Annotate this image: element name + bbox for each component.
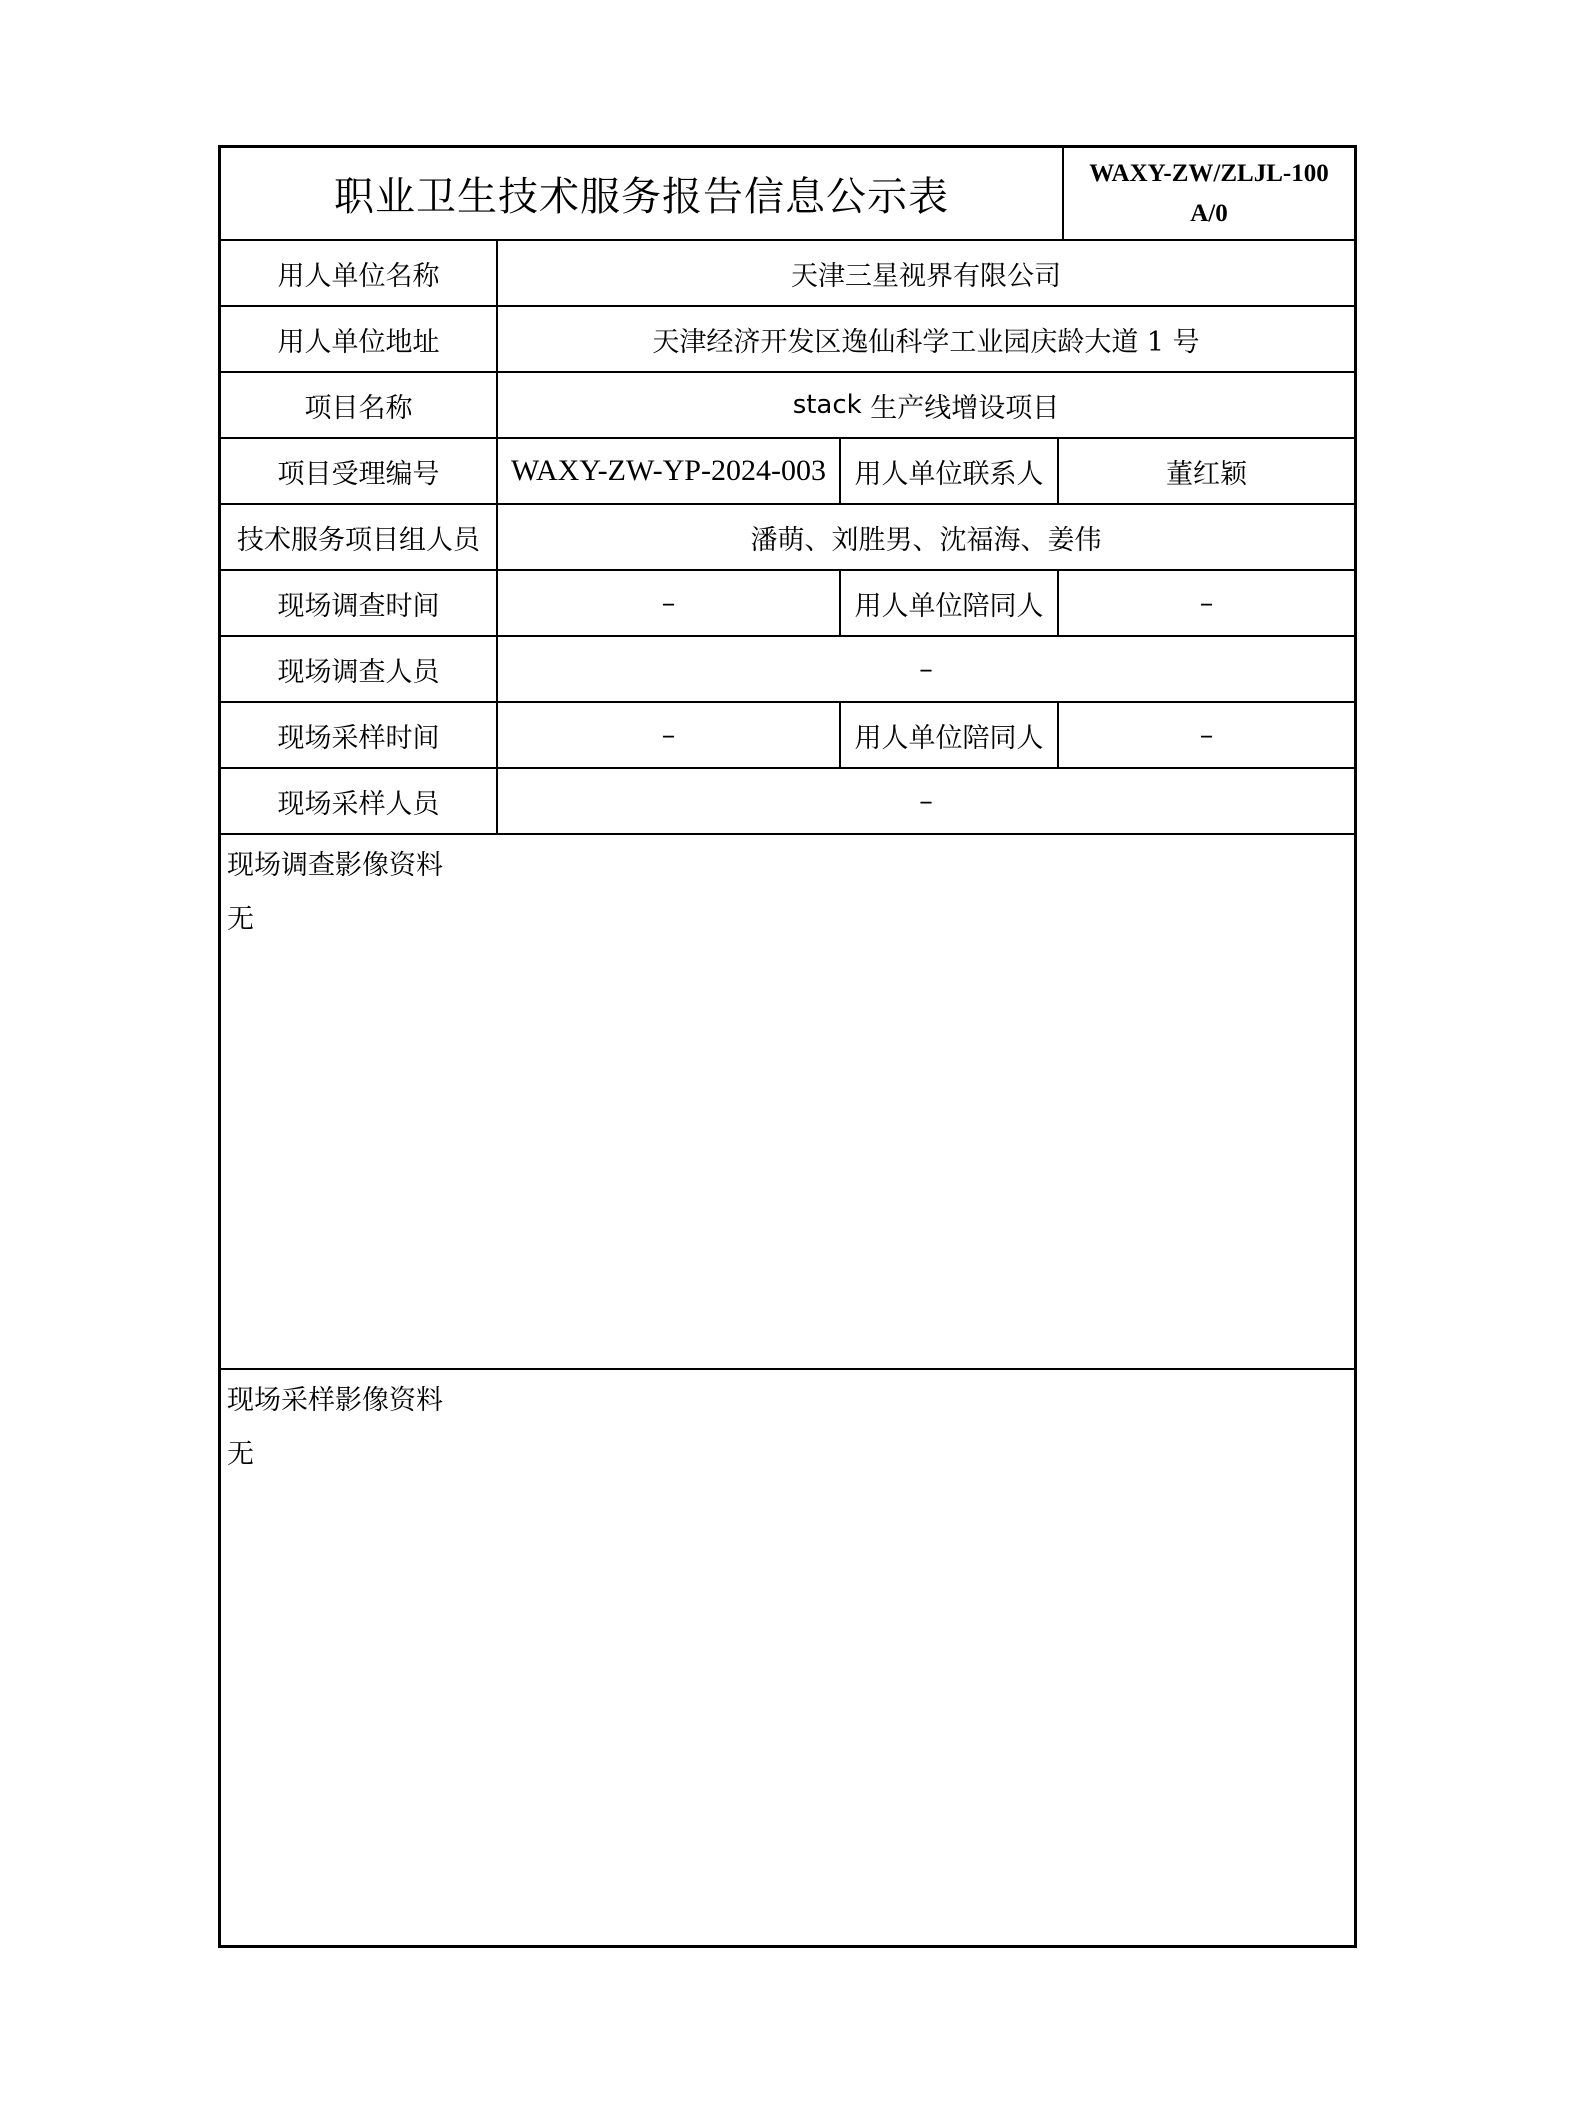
team-members-label: 技术服务项目组人员 (237, 524, 480, 556)
contact-person-label: 用人单位联系人 (854, 458, 1044, 490)
sampling-images-label: 现场采样影像资料 (227, 1385, 443, 1416)
sampling-time-label: 现场采样时间 (277, 722, 440, 754)
survey-images-section (221, 835, 1354, 1368)
form-code-line1: WAXY-ZW/ZLJL-100 (1089, 159, 1329, 187)
survey-companion-value: – (1199, 587, 1214, 619)
sampling-companion-label: 用人单位陪同人 (854, 722, 1044, 754)
form-code-line2: A/0 (1190, 199, 1228, 227)
contact-person-value: 董红颖 (1166, 458, 1247, 490)
sampling-time-value: – (661, 719, 676, 751)
project-number-label: 项目受理编号 (277, 458, 440, 490)
project-name-value-cn: 生产线增设项目 (861, 392, 1060, 424)
sampling-staff-value: – (919, 785, 933, 817)
survey-images-content: 无 (227, 904, 254, 935)
survey-time-value: – (661, 587, 676, 619)
project-name-value (498, 373, 1354, 437)
survey-time-label: 现场调查时间 (277, 590, 440, 622)
project-name-label: 项目名称 (304, 392, 413, 424)
project-number-value: WAXY-ZW-YP-2024-003 (511, 454, 826, 487)
info-disclosure-form (218, 145, 1357, 1948)
survey-staff-value: – (919, 653, 933, 685)
employer-name-value: 天津三星视界有限公司 (791, 260, 1061, 292)
sampling-staff-label: 现场采样人员 (277, 788, 440, 820)
employer-name-label: 用人单位名称 (277, 260, 440, 292)
form-grid (221, 148, 1354, 1945)
sampling-images-content: 无 (227, 1439, 254, 1470)
sampling-companion-value: – (1199, 719, 1214, 751)
form-title: 职业卫生技术服务报告信息公示表 (334, 174, 949, 220)
project-name-value-en: stack (792, 390, 862, 420)
team-members-value: 潘萌、刘胜男、沈福海、姜伟 (750, 524, 1102, 556)
form-code (1064, 148, 1354, 239)
sampling-images-section (221, 1370, 1354, 1945)
survey-staff-label: 现场调查人员 (277, 656, 440, 688)
employer-address-value: 天津经济开发区逸仙科学工业园庆龄大道 1 号 (652, 326, 1200, 358)
employer-address-label: 用人单位地址 (277, 326, 440, 358)
survey-companion-label: 用人单位陪同人 (854, 590, 1044, 622)
survey-images-label: 现场调查影像资料 (227, 850, 443, 881)
